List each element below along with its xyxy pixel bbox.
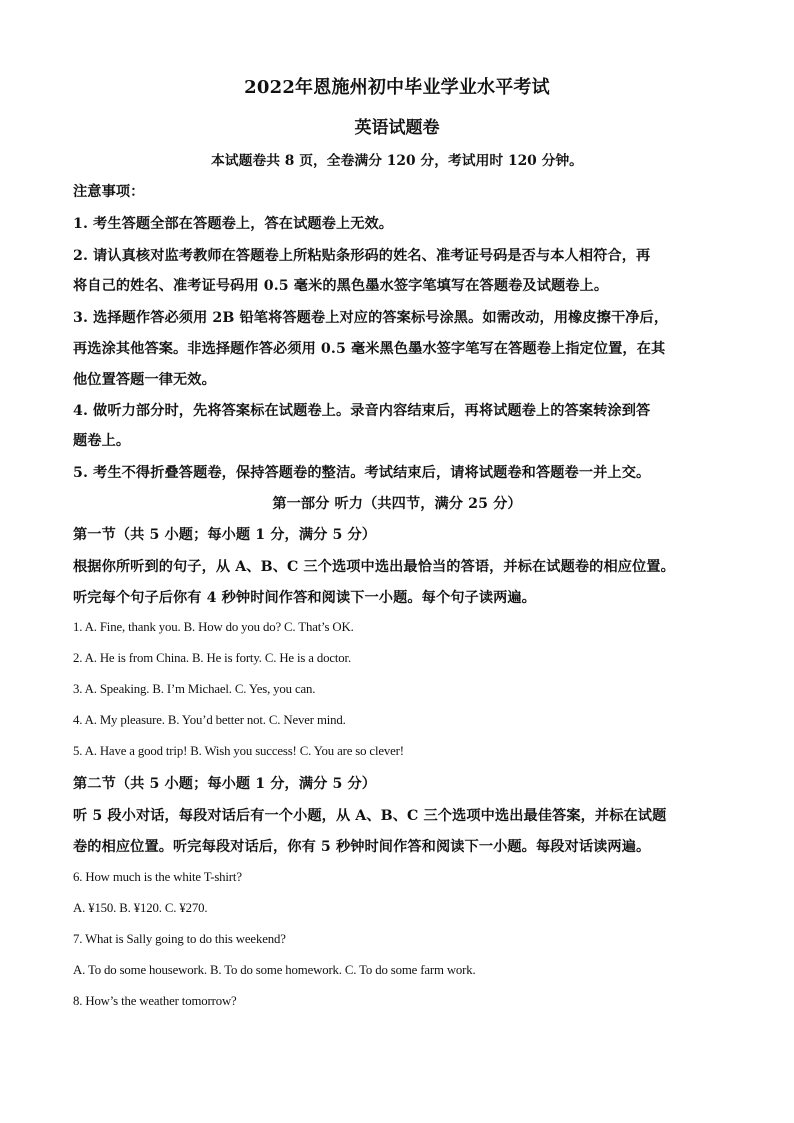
question-7-options: A. To do some housework. B. To do some homework. C. To do some farm work.: [73, 963, 476, 977]
section2-instruction-2: 卷的相应位置。听完每段对话后，你有 5 秒钟时间作答和阅读下一小题。每段对话读两遍。: [73, 839, 651, 855]
section1-instruction-1: 根据你所听到的句子，从 A、B、C 三个选项中选出最恰当的答语，并标在试题卷的相应位置。: [73, 559, 675, 575]
section2-heading: 第二节（共 5 小题；每小题 1 分，满分 5 分）: [73, 776, 377, 792]
note-line-5: 再选涂其他答案。非选择题作答必须用 0.5 毫米黑色墨水签字笔写在答题卷上指定位置，在其: [73, 341, 666, 357]
note-line-7: 4. 做听力部分时，先将答案标在试题卷上。录音内容结束后，再将试题卷上的答案转涂到答: [73, 403, 651, 419]
notes-heading: 注意事项：: [73, 184, 145, 200]
question-7: 7. What is Sally going to do this weekend?: [73, 932, 286, 946]
part1-heading: 第一部分 听力（共四节，满分 25 分）: [272, 496, 522, 512]
question-3: 3. A. Speaking. B. I’m Michael. C. Yes, you can.: [73, 682, 316, 696]
question-1: 1. A. Fine, thank you. B. How do you do? C. That’s OK.: [73, 620, 354, 634]
question-6: 6. How much is the white T-shirt?: [73, 870, 242, 884]
note-line-4: 3. 选择题作答必须用 2B 铅笔将答题卷上对应的答案标号涂黑。如需改动，用橡皮擦干净后，: [73, 310, 669, 326]
question-6-options: A. ¥150. B. ¥120. C. ¥270.: [73, 901, 208, 915]
exam-title: 2022年恩施州初中毕业学业水平考试: [244, 77, 550, 98]
note-line-1: 1. 考生答题全部在答题卷上，答在试题卷上无效。: [73, 216, 394, 232]
question-4: 4. A. My pleasure. B. You’d better not. C. Never mind.: [73, 713, 346, 727]
section2-instruction-1: 听 5 段小对话，每段对话后有一个小题，从 A、B、C 三个选项中选出最佳答案，并标在试题: [73, 808, 667, 824]
exam-subtitle: 英语试题卷: [354, 118, 440, 138]
note-line-2: 2. 请认真核对监考教师在答题卷上所粘贴条形码的姓名、准考证号码是否与本人相符合，再: [73, 248, 651, 264]
exam-intro: 本试题卷共 8 页，全卷满分 120 分，考试用时 120 分钟。: [211, 153, 583, 169]
section1-instruction-2: 听完每个句子后你有 4 秒钟时间作答和阅读下一小题。每个句子读两遍。: [73, 590, 536, 606]
section1-heading: 第一节（共 5 小题；每小题 1 分，满分 5 分）: [73, 527, 377, 543]
question-8: 8. How’s the weather tomorrow?: [73, 994, 237, 1008]
note-line-6: 他位置答题一律无效。: [73, 372, 216, 388]
note-line-3: 将自己的姓名、准考证号码用 0.5 毫米的黑色墨水签字笔填写在答题卷及试题卷上。: [73, 278, 609, 294]
question-5: 5. A. Have a good trip! B. Wish you success! C. You are so clever!: [73, 744, 404, 758]
note-line-9: 5. 考生不得折叠答题卷，保持答题卷的整洁。考试结束后，请将试题卷和答题卷一并上交。: [73, 465, 651, 481]
question-2: 2. A. He is from China. B. He is forty. C. He is a doctor.: [73, 651, 352, 665]
note-line-8: 题卷上。: [73, 433, 131, 449]
